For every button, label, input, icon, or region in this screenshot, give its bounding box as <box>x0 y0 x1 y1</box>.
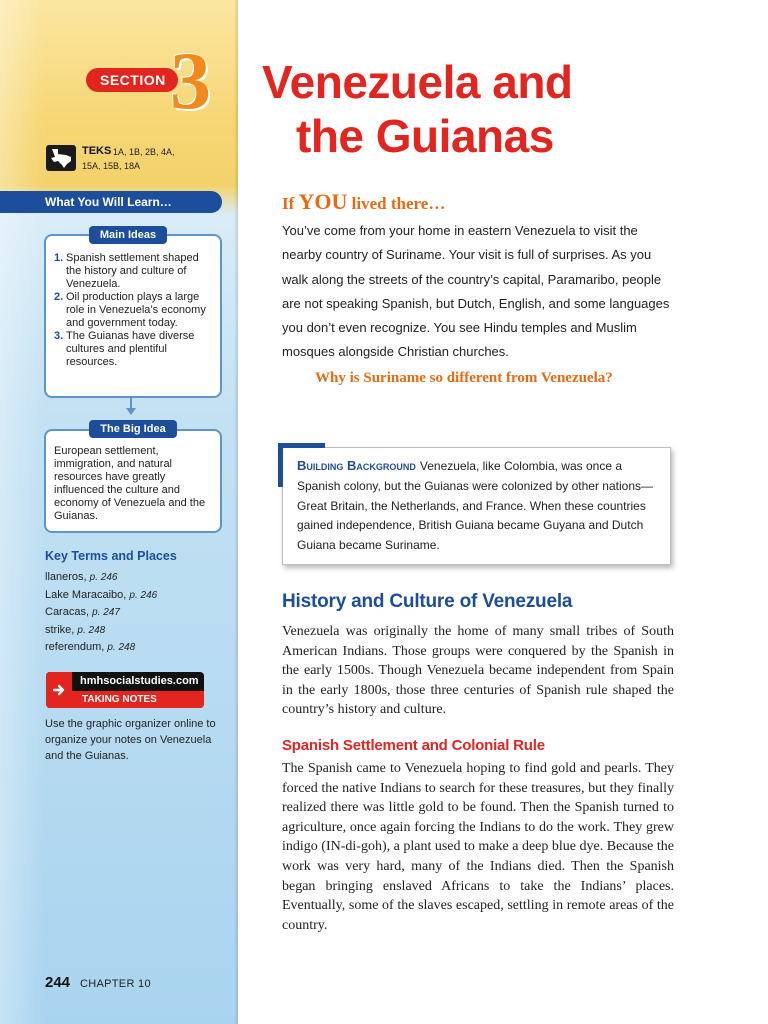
key-term-item: Caracas, p. 247 <box>45 606 120 618</box>
spanish-settlement-paragraph: The Spanish came to Venezuela hoping to find gold and pearls. They forced the native Indians to search for these treasures, but they finally realized there was little gold to be found. Then the Spanish turned to agriculture, once again forcing the Indians to do the work. They grew indigo (IN-di-goh), a plant used to make a deep blue dye. Because the work was very hard, many of the Indians died. Then the Spanish began bringing enslaved Africans to take the Indians’ places. Eventually, some of the slaves escaped, settling in remote areas of the country. <box>282 761 674 933</box>
history-heading: History and Culture of Venezuela <box>282 591 573 612</box>
big-idea-box <box>44 429 222 533</box>
section-label: SECTION <box>100 72 166 88</box>
box-corner-accent <box>278 443 283 487</box>
page-title: Venezuela and the Guianas <box>262 56 573 162</box>
box-corner-accent <box>278 443 325 448</box>
what-you-will-learn-heading: What You Will Learn… <box>0 191 222 213</box>
key-terms-title: Key Terms and Places <box>45 549 177 563</box>
arrow-down-icon <box>126 408 136 415</box>
key-term-item: Lake Maracaibo, p. 246 <box>45 588 158 601</box>
key-term-item: referendum, p. 248 <box>45 641 136 653</box>
teks-codes: 1A, 1B, 2B, 4A, <box>113 147 175 157</box>
key-term-item: strike, p. 248 <box>45 623 106 636</box>
main-ideas-tab: Main Ideas <box>89 226 167 244</box>
main-ideas-list <box>54 252 212 369</box>
page-footer <box>45 974 151 991</box>
section-number: 3 <box>170 35 211 126</box>
teks-label: TEKS <box>82 145 112 157</box>
history-paragraph: Venezuela was originally the home of many small tribes of South American Indians. Those groups were conquered by the Spanish in the early 1500s. Though Venezuela became independent from Spain in the early 1800s, those three centuries of Spanish rule shaped the country’s history and culture. <box>282 624 674 718</box>
texas-map-icon <box>46 145 76 171</box>
teks-codes: 15A, 15B, 18A <box>82 161 141 171</box>
chapter-label: CHAPTER 10 <box>80 978 151 990</box>
page-number: 244 <box>45 974 71 991</box>
if-you-lived-there-heading: If YOU lived there… <box>282 189 446 214</box>
intro-paragraph: You’ve come from your home in eastern Venezuela to visit the nearby country of Suriname. Your visit is full of surprises. As you walk along the streets of the country’s capital, Paramaribo, people are not speaking Spanish, but Dutch, English, and some languages you don’t even recognize. You see Hindu temples and Muslim mosques alongside Christian churches. <box>282 223 670 360</box>
main-idea-item: 3. The Guianas have diverse cultures and plentiful resources. <box>54 330 195 368</box>
arrow-right-icon <box>46 672 72 708</box>
taking-notes-label: TAKING NOTES <box>72 691 204 708</box>
main-ideas-box <box>44 234 222 398</box>
building-background-text: Building Background Venezuela, like Colombia, was once a Spanish colony, but the Guianas were colonized by other nations—Great Britain, the Netherlands, and France. When these countries gained independence, British Guiana became Guyana and Dutch Guiana became Suriname. <box>297 458 653 553</box>
main-idea-item: 1. Spanish settlement shaped the history and culture of Venezuela. <box>54 252 199 290</box>
key-term-item: llaneros, p. 246 <box>45 571 118 583</box>
organizer-instructions: Use the graphic organizer online to organize your notes on Venezuela and the Guianas. <box>45 718 216 762</box>
section-badge <box>86 68 178 92</box>
main-idea-item: 2. Oil production plays a large role in Venezuela’s economy and government today. <box>54 291 206 329</box>
spanish-settlement-heading: Spanish Settlement and Colonial Rule <box>282 737 545 754</box>
key-terms-list <box>45 569 157 657</box>
intro-question: Why is Suriname so different from Venezuela? <box>315 370 613 386</box>
site-url[interactable]: hmhsocialstudies.com <box>80 675 199 687</box>
big-idea-text: European settlement, immigration, and natural resources have greatly influenced the culture and economy of Venezuela and the Guianas. <box>54 445 206 522</box>
book-spine-shading <box>0 0 44 1024</box>
taking-notes-link[interactable] <box>46 672 204 708</box>
big-idea-tab: The Big Idea <box>89 420 177 438</box>
building-background-label: Building Background <box>297 458 416 473</box>
